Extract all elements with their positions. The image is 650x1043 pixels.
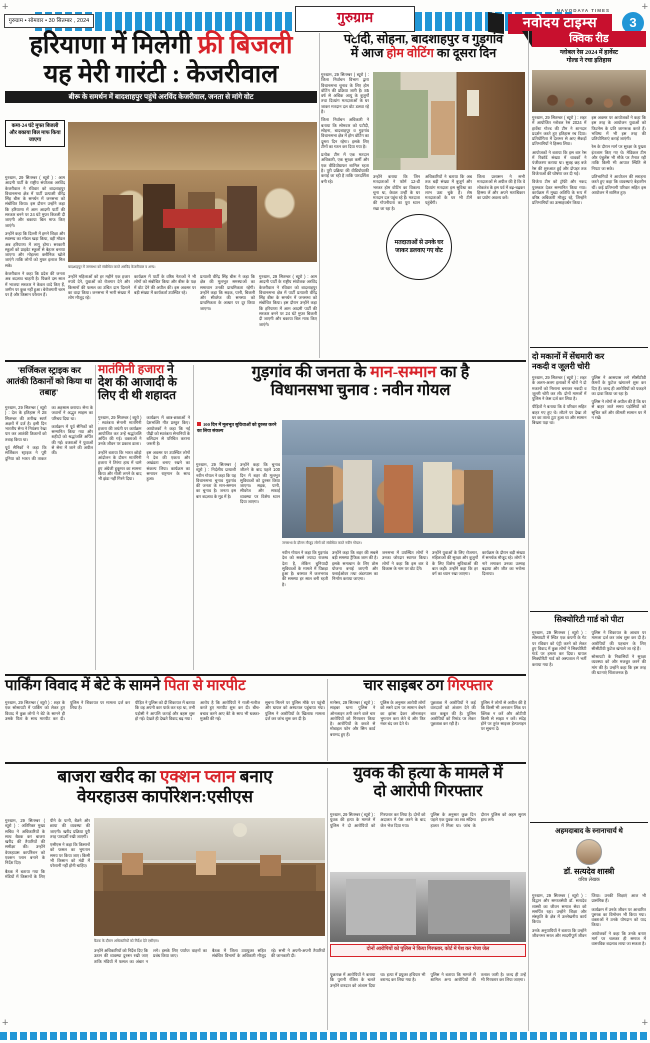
paragraph: प्रतिभागियों ने आयोजन की सराहना करते हुए कहा कि व्यवस्थाएं बेहतरीन थीं। कई प्रतिभागी परिवार सहित इस आयोजन में शामिल हुए।	[591, 173, 646, 195]
lead-body-col5	[259, 274, 317, 354]
matangini-headline-red: मातंगिनी हजारा	[98, 362, 165, 376]
paragraph: उन्होंने कहा कि शहर की सबसे बड़ी समस्या ट्रैफिक जाम की है। इसके समाधान के लिए ठोस योजना बनाई जाएगी और फ्लाईओवर तथा अंडरपास का निर्माण कराया जाएगा।	[332, 550, 378, 582]
bajra-body-left	[5, 818, 90, 1028]
lead-story	[5, 33, 317, 103]
paragraph: पूर्व सैनिकों ने कहा कि सर्जिकल स्ट्राइक ने पूरी दुनिया को भारत की ताकत का अहसास कराया। सेना के जवानों ने अद्भुत साहस का परिचय दिया था।	[5, 405, 93, 461]
paragraph: पुलिस ने आसपास लगे सीसीटीवी कैमरों के फुटेज खंगालने शुरू कर दिए हैं। जल्द ही आरोपियों को पकड़ने का दावा किया जा रहा है।	[591, 375, 646, 396]
cyber-headline-text-a: चार साइबर ठग	[363, 678, 448, 694]
paragraph: बैठक में बताया गया कि मंडियों में किसानों के लिए पीने के पानी, बैठने और छाया की व्यवस्था की जाएगी। खरीद प्रक्रिया पूरी तरह पारदर्शी रखी जाएगी।	[5, 818, 90, 879]
paragraph: कार्यक्रम में छात्र-छात्राओं ने देशभक्ति गीत प्रस्तुत किए। आयोजकों ने कहा कि नई पीढ़ी को स्वतंत्रता सेनानियों के बलिदान से परिचित कराना जरूरी है।	[146, 415, 190, 447]
paragraph: गुरुग्राम, 29 सितम्बर ( ब्यूरो ) : जिला निर्वाचन विभाग द्वारा विधानसभा चुनाव के लिए होम वोटिंग की प्रक्रिया जारी है। 85 वर्ष से अधिक आयु के बुजुर्गों तथा दिव्यांग मतदाताओं के घर जाकर मतदान दल वोट डलवा रहे हैं।	[321, 72, 369, 115]
paragraph: नवीन गोयल ने कहा कि गुड़गांव देश को सबसे ज्यादा राजस्व देता है, लेकिन बुनियादी सुविधाओं के मामले में पिछड़ा हुआ है। बरसात में जलभराव की समस्या हर साल बनी रहती है।	[282, 550, 328, 587]
naveen-headline-text-b: का है	[436, 364, 470, 381]
center-circle-callout: मतदाताओं से उनके घर जाकर डलवाए गए वोट	[386, 214, 452, 280]
paragraph: कार्यक्रम के दौरान बड़ी संख्या में समर्थक मौजूद रहे। लोगों ने नारे लगाकर उनका उत्साह बढ़ाया और जीत का भरोसा दिलाया।	[482, 550, 525, 577]
paragraph: केजरीवाल ने कहा कि प्रदेश की जनता अब बदलाव चाहती है। पिछले दस साल में भाजपा सरकार ने केवल वादे किए हैं, जमीन पर कुछ नहीं हुआ। बेरोजगारी चरम पर है और किसान परेशान हैं।	[5, 271, 65, 298]
lead-body-col4	[200, 274, 255, 354]
author-name: डॉ. सत्यदेव शास्त्री	[563, 866, 615, 876]
paragraph: पुलिस के अनुसार आरोपी लोगों को सस्ते दाम पर सामान बेचने का झांसा देकर ऑनलाइन भुगतान करा लेते थे और फिर नंबर बंद कर देते थे।	[380, 700, 426, 727]
parking-headline-text-a: पार्किंग विवाद में बेटे के सामने	[5, 678, 165, 694]
paragraph: विजेता टीम को ट्रॉफी और नकद पुरस्कार देकर सम्मानित किया गया। कार्यक्रम में मुख्य अतिथि के रूप में वरिष्ठ अधिकारी मौजूद रहे, जिन्होंने प्रतिभागियों का उत्साहवर्धन किया।	[532, 179, 587, 206]
paragraph: पुलिस ने लोगों से अपील की है कि घर से बाहर जाते समय पड़ोसियों को सूचित करें और कीमती सामान घर में न रखें।	[591, 399, 646, 421]
paragraph: आयोजकों ने बताया कि इस बार रेस में रिकॉर्ड संख्या में धावकों ने पंजीकरण कराया था। सुबह छह बजे रेस की शुरुआत हुई और दोपहर तक विजेताओं की घोषणा कर दी गई।	[532, 149, 587, 176]
naveen-headline-line2: विधानसभा चुनाव : नवीन गोयल	[270, 381, 451, 399]
society-body	[532, 630, 646, 818]
naveen-photo	[282, 420, 525, 538]
paragraph: प्रत्येक टीम में एक मतदान अधिकारी, एक सुरक्षा कर्मी और एक वीडियोग्राफर शामिल रहता है। पूरी प्रक्रिया की वीडियोग्राफी कराई जा रही है ताकि पारदर्शिता बनी रहे।	[321, 152, 369, 184]
paragraph: पुलिस के अनुसार कुछ दिन पहले एक युवक का शव संदिग्ध हालत में मिला था। जांच के दौरान पुलिस को अहम सुराग हाथ लगे।	[430, 812, 526, 828]
center-body-col1	[321, 72, 369, 357]
paragraph: रेस के दौरान मार्ग पर सुरक्षा के पुख्ता इंतजाम किए गए थे। मेडिकल टीम और एंबुलेंस भी मौके पर तैनात रही ताकि किसी भी आपात स्थिति से निपटा जा सके।	[591, 144, 646, 171]
column-divider	[528, 31, 529, 1031]
column-divider	[327, 768, 328, 1030]
paragraph: प्रत्याशी वीरेंद्र सिंह बीरू ने कहा कि क्षेत्र की मूलभूत समस्याओं का समाधान उनकी प्राथमिकता रहेगी। उन्होंने कहा कि सड़क, पानी, बिजली और सीवरेज की समस्या को प्राथमिकता के आधार पर दूर किया जाएगा।	[200, 274, 255, 311]
murder-alert-box: दोनों आरोपियों को पुलिस ने किया गिरफ्तार, कोर्ट में पेश कर भेजा जेल	[330, 944, 526, 957]
bajra-photo	[94, 818, 325, 936]
paragraph: उन्होंने युवाओं के लिए रोजगार, महिलाओं की सुरक्षा और बुजुर्गों के लिए विशेष सुविधाओं की बात कही। उन्होंने कहा कि हर वर्ग का ध्यान रखा जाएगा।	[432, 550, 478, 577]
paragraph: गुरुग्राम, 29 सितम्बर ( ब्यूरो ) : आम आदमी पार्टी के राष्ट्रीय संयोजक अरविंद केजरीवाल ने रविवार को बादशाहपुर विधानसभा क्षेत्र में पार्टी प्रत्याशी वीरेंद्र सिंह बीरू के समर्थन में जनसभा को संबोधित किया। इस दौरान उन्होंने कहा कि हरियाणा में आम आदमी पार्टी की सरकार बनने पर 24 घंटे मुफ्त बिजली दी जाएगी और बकाया बिल माफ किए जाएंगे।	[259, 274, 317, 327]
quick-read-subhead-line2: गोल्ड ने रचा इतिहास	[566, 56, 612, 64]
column-divider	[327, 679, 328, 761]
paragraph: इस अवसर पर उपस्थित लोगों ने देश की एकता और अखंडता बनाए रखने का संकल्प लिया। कार्यक्रम का समापन राष्ट्रगान के साथ हुआ।	[146, 449, 190, 482]
paragraph: एसीएस ने कहा कि किसानों को फसल का भुगतान समय पर किया जाए। किसी भी किसान को मंडी में परेशानी नहीं होनी चाहिए।	[50, 842, 90, 869]
book-icon	[488, 12, 504, 34]
paragraph: उन्होंने कहा कि चुनाव जीतने के बाद पहले 100 दिन में शहर की मूलभूत सुविधाओं को दुरुस्त किया जाएगा। सड़क, पानी, सीवरेज और सफाई व्यवस्था पर विशेष ध्यान दिया जाएगा।	[240, 462, 280, 505]
paragraph: सूचना मिलने पर पुलिस मौके पर पहुंची और घायल को अस्पताल पहुंचाया गया। पुलिस ने आरोपियों के खिलाफ मामला दर्ज कर जांच शुरू कर दी है।	[265, 700, 325, 721]
lead-headline-text-red: फ्री बिजली	[197, 32, 293, 59]
paragraph: जनसभा में उपस्थित लोगों ने उनका जोरदार स्वागत किया। लोगों ने कहा कि इस बार वे विकास के नाम पर वोट देंगे।	[382, 550, 428, 571]
paragraph: कार्यक्रम में पूर्व सैनिकों को सम्मानित किया गया और शहीदों को श्रद्धांजलि अर्पित की गई। वक्ताओं ने युवाओं से सेना में जाने की अपील की।	[51, 423, 93, 456]
paragraph: सोसायटी के निवासियों ने सुरक्षा व्यवस्था को और मजबूत करने की मांग की है। उन्होंने कहा कि इस तरह की घटनाएं चिंताजनक हैं।	[591, 654, 646, 676]
quick-read-header: क्विक रीड	[532, 31, 646, 47]
paragraph: गुरुग्राम, 29 सितम्बर ( ब्यूरो ) : निर्दलीय प्रत्याशी नवीन गोयल ने कहा कि यह विधानसभा चुनाव गुड़गांव की जनता के मान-सम्मान का चुनाव है। जनता इस बार बदलाव के मूड में है।	[196, 462, 236, 499]
lead-body-col2	[68, 274, 130, 354]
paragraph: उनके अनुयायियों ने बताया कि उन्होंने जीवनभर सरल और सादगीपूर्ण जीवन जिया। उनकी शिक्षाएं आज भी प्रासंगिक हैं।	[532, 893, 646, 939]
bajra-headline-text-b: बनाए	[235, 767, 273, 786]
naveen-bullet-text: 100 दिन में मूलभूत सुविधाओं को दुरुस्त करने का लिया संकल्प	[197, 422, 277, 433]
lead-photo	[68, 122, 317, 262]
paragraph: गुरुग्राम, 29 सितम्बर ( ब्यूरो ) : शहर के अलग-अलग इलाकों में चोरों ने दो मकानों को निशाना बनाकर नकदी व जूलरी चोरी कर ली। दोनों मामलों में पुलिस ने केस दर्ज कर लिया है।	[532, 375, 587, 402]
bajra-headline-text-red: एक्शन प्लान	[159, 767, 236, 786]
center-headline-text-a: में आज	[350, 46, 387, 61]
naveen-story	[196, 365, 525, 400]
paragraph: गुरुग्राम, 29 सितम्बर ( ब्यूरो ) : युवक की हत्या के मामले में पुलिस ने दो आरोपियों को गिरफ्तार कर लिया है। दोनों को अदालत में पेश करने के बाद जेल भेज दिया गया।	[330, 812, 426, 828]
naveen-body-col3	[282, 550, 328, 670]
bajra-body-bottom	[94, 948, 325, 1028]
paragraph: अधिकारियों ने बताया कि अब तक बड़ी संख्या में बुजुर्ग और दिव्यांग मतदाता इस सुविधा का लाभ उठा चुके हैं। शेष मतदाताओं के घर भी टीमें पहुंचेंगी।	[425, 174, 472, 206]
paragraph: इस अवसर पर आयोजकों ने कहा कि इस तरह के आयोजन युवाओं को फिटनेस के प्रति जागरूक करते हैं। भविष्य में भी इस तरह की प्रतियोगिताएं कराई जाएंगी।	[591, 115, 646, 142]
paragraph: उन्होंने महिलाओं को हर महीने एक हजार रुपये देने, युवाओं को रोजगार देने और किसानों की फसल का उचित दाम दिलाने का वादा किया। जनसभा में भारी संख्या में लोग मौजूद रहे।	[68, 274, 130, 301]
lead-headline-line2: यह मेरी गारंटी : केजरीवाल	[43, 60, 279, 88]
paragraph: आयोजकों ने कहा कि उनके बताए मार्ग पर चलकर ही समाज में वास्तविक बदलाव लाया जा सकता है।	[591, 930, 646, 947]
matangini-headline	[98, 363, 190, 402]
paragraph: पुलिस ने लोगों से अपील की है कि किसी भी अनजान लिंक पर क्लिक न करें और ओटीपी किसी से साझा न करें। संदेह होने पर तुरंत साइबर हेल्पलाइन पर सूचना दें।	[480, 700, 526, 732]
naveen-body-col7	[482, 550, 525, 670]
matangini-body	[98, 415, 190, 670]
paragraph: उन्होंने अधिकारियों को निर्देश दिए कि उठान की व्यवस्था दुरुस्त रखी जाए ताकि मंडियों में फसल का अंबार न लगे। इसके लिए पर्याप्त वाहनों का प्रबंध किया जाए।	[94, 948, 207, 964]
theft-headline-line1: दो मकानों में सेंधमारी कर	[532, 352, 605, 361]
avatar	[576, 839, 602, 865]
center-headline-text-b: का दूसरा दिन	[433, 46, 497, 61]
paragraph: उन्होंने कहा कि दिल्ली में हमने शिक्षा और स्वास्थ्य का मॉडल खड़ा किया, वही मॉडल अब हरियाणा में लागू होगा। सरकारी स्कूलों को प्राइवेट स्कूलों से बेहतर बनाया जाएगा और मोहल्ला क्लीनिक खोले जाएंगे ताकि लोगों को मुफ्त इलाज मिल सके।	[5, 230, 65, 268]
naveen-body-col5	[382, 550, 428, 670]
paragraph: जिला प्रशासन ने सभी मतदाताओं से अपील की है कि वे लोकतंत्र के इस पर्व में बढ़-चढ़कर हिस्सा लें और अपने मताधिकार का प्रयोग अवश्य करें।	[477, 174, 525, 201]
parking-story	[5, 679, 325, 695]
society-story	[532, 615, 646, 625]
edition-flag: गुरुग्राम	[295, 6, 415, 32]
column-divider	[95, 365, 96, 670]
column-divider	[319, 33, 320, 358]
paragraph: गुरुग्राम, 29 सितम्बर ( ब्यूरो ) : स्वतंत्रता सेनानी मातंगिनी हजारा की जयंती पर कार्यक्रम आयोजित कर उन्हें श्रद्धांजलि अर्पित की गई। वक्ताओं ने उनके जीवन पर प्रकाश डाला।	[98, 415, 142, 447]
divider	[5, 762, 526, 764]
paragraph: गुरुग्राम, 29 सितम्बर ( ब्यूरो ) : देश के इतिहास में 28 सितम्बर की तारीख स्वर्ण अक्षरों में दर्ज है। इसी दिन भारतीय सेना ने नियंत्रण रेखा पार कर आतंकी ठिकानों को तबाह किया था।	[5, 405, 47, 442]
center-photo	[373, 72, 525, 170]
paragraph: पीड़ितों ने बताया कि वे परिवार सहित बाहर गए हुए थे। लौटने पर देखा तो घर का ताला टूटा हुआ था और सामान बिखरा पड़ा था।	[532, 404, 587, 426]
author-role: वरिष्ठ लेखक	[578, 876, 600, 883]
paragraph: बैठक में जिला उपायुक्त सहित संबंधित विभागों के अधिकारी मौजूद रहे। सभी ने अपनी-अपनी तैयारियों की जानकारी दी।	[212, 948, 325, 959]
center-headline-line1: पटौदी, सोहना, बादशाहपुर व गुड़गांव	[343, 32, 504, 46]
center-headline-line2	[321, 47, 526, 60]
theft-headline-line2: नकदी व जूलरी चोरी	[532, 361, 590, 371]
naveen-headline-text-red: मान-सम्मान	[370, 364, 437, 381]
author-headline: अहमदाबाद के स्नानाचार्य थे	[555, 827, 623, 835]
lead-photo-caption: बादशाहपुर में जनसभा को संबोधित करते अरविंद केजरीवाल व अन्य।	[68, 265, 156, 269]
paragraph: पूछताछ में आरोपियों ने बताया कि पुरानी रंजिश के चलते उन्होंने वारदात को अंजाम दिया था। हत्या में प्रयुक्त हथियार भी बरामद कर लिया गया है।	[330, 972, 426, 988]
matangini-story	[98, 363, 190, 402]
page-header-bar	[0, 10, 650, 32]
naveen-photo-caption: जनसभा के दौरान मौजूद लोगों को संबोधित करते नवीन गोयल।	[282, 541, 362, 545]
paragraph: कार्यक्रम में पार्टी के वरिष्ठ नेताओं ने भी लोगों को संबोधित किया और बीरू के पक्ष में वोट देने की अपील की। इस अवसर पर बड़ी संख्या में कार्यकर्ता उपस्थित रहे।	[134, 274, 196, 295]
cyber-story	[330, 679, 526, 695]
author-body	[532, 893, 646, 1028]
paragraph: गुरुग्राम, 29 सितम्बर ( ब्यूरो ) : शहर के एक सोसायटी में पार्किंग को लेकर हुए विवाद में कुछ लोगों ने बेटे के सामने ही उसके पिता के साथ मारपीट कर दी। पुलिस ने शिकायत पर मामला दर्ज कर लिया है।	[5, 700, 130, 721]
center-body-col4	[477, 174, 525, 357]
crop-mark-top-left: +	[2, 1, 9, 13]
paragraph: पुलिस ने शिकायत के आधार पर मामला दर्ज कर जांच शुरू कर दी है। आरोपियों की पहचान के लिए सीसीटीवी फुटेज खंगाले जा रहे हैं।	[591, 630, 646, 651]
murder-photo	[330, 872, 526, 942]
naveen-headline-line1	[196, 365, 525, 382]
center-headline-text-red: होम वोटिंग	[386, 46, 434, 61]
surgical-body	[5, 405, 93, 670]
quick-read-body	[532, 115, 646, 343]
paragraph: गुरुग्राम, 29 सितम्बर ( ब्यूरो ) : शहर में आयोजित ग्लोबल रेस 2024 में हार्वेस्ट गोल्ड की टीम ने शानदार प्रदर्शन करते हुए इतिहास रच दिया। प्रतियोगिता में देशभर से आए सैकड़ों प्रतिभागियों ने हिस्सा लिया।	[532, 115, 587, 147]
naveen-headline-text-a: गुड़गांव की जनता के	[251, 364, 371, 381]
bajra-headline-line1	[5, 768, 325, 786]
paragraph: उन्होंने बताया कि जिन मतदाताओं ने फॉर्म 12-डी भरकर होम वोटिंग का विकल्प चुना था, केवल उन्हीं के घर मतदान दल पहुंच रहे हैं। मतदाता की गोपनीयता का पूरा ध्यान रखा जा रहा है।	[373, 174, 420, 211]
divider	[5, 360, 526, 362]
lead-headline-text-a: हरियाणा में मिलेगी	[29, 32, 198, 59]
lead-highlight-text: कमा-24 घंटे मुफ्त बिजली और बकाया बिल माफ किया जाएगा	[5, 120, 65, 147]
parking-body	[5, 700, 325, 758]
crop-mark-top-right: +	[641, 1, 648, 13]
lead-highlight-box	[5, 120, 65, 147]
bajra-story	[5, 768, 325, 806]
cyber-headline	[330, 679, 526, 695]
murder-headline-line1: युवक की हत्या के मामले में	[353, 765, 503, 782]
paragraph: पुलिस ने बताया कि मामले में शामिल अन्य आरोपियों की तलाश जारी है। जल्द ही उन्हें भी गिरफ्तार कर लिया जाएगा।	[430, 972, 526, 983]
lead-body-col3	[134, 274, 196, 354]
theft-story	[532, 352, 646, 371]
paragraph: जिला निर्वाचन अधिकारी ने बताया कि सोमवार को पटौदी, सोहना, बादशाहपुर व गुड़गांव विधानसभा क्षेत्र में होम वोटिंग का दूसरा दिन रहेगा। इसके लिए टीमों का गठन कर दिया गया है।	[321, 117, 369, 149]
column-divider	[193, 365, 194, 670]
bullet-square-icon	[197, 422, 201, 426]
crop-mark-bottom-left: +	[2, 1017, 9, 1029]
naveen-body-col6	[432, 550, 478, 670]
society-headline: सिक्योरिटी गार्ड को पीटा	[554, 615, 624, 624]
murder-story	[330, 766, 526, 801]
lead-body-col1	[5, 175, 65, 353]
bajra-photo-caption: बैठक के दौरान अधिकारियों को निर्देश देते एसीएस।	[94, 939, 159, 943]
bajra-headline-line2: वेयरहाउस कार्पोरेशन:एसीएस	[76, 787, 254, 807]
lead-headline-line1	[5, 33, 317, 60]
paragraph: उन्होंने बताया कि भारत छोड़ो आंदोलन के दौरान मातंगिनी हजारा ने तिरंगा हाथ में थामे हुए अंग्रेजी हुकूमत का सामना किया और गोली लगने के बाद भी झंडा नहीं गिरने दिया।	[98, 449, 142, 482]
paragraph: पूछताछ में आरोपियों ने कई वारदातों को अंजाम देने की बात कबूल की है। पुलिस आरोपियों को रिमांड पर लेकर पूछताछ कर रही है।	[430, 700, 476, 727]
masthead-title: नवोदय टाइम्स	[508, 14, 612, 34]
crop-mark-bottom-right: +	[641, 1017, 648, 1029]
theft-body	[532, 375, 646, 607]
quick-read-section[interactable]	[532, 31, 646, 64]
murder-headline-line2: दो आरोपी गिरफ्तार	[373, 782, 483, 800]
cyber-headline-text-red: गिरफ्तार	[447, 678, 493, 694]
naveen-body-col1	[196, 462, 236, 670]
lead-subhead-ribbon: बीरू के समर्थन में बादशाहपुर पहुंचे अरविंद केजरीवाल, जनता से मांगे वोट	[5, 91, 317, 103]
parking-headline-text-red: पिता से मारपीट	[164, 678, 246, 694]
naveen-body-col4	[332, 550, 378, 670]
matangini-headline-rest: ने देश की आजादी के लिए दी थी शहादत	[98, 362, 177, 402]
paragraph: गुरुग्राम, 29 सितम्बर ( ब्यूरो ) : विद्वान और समाजसेवी डॉ. सत्यदेव शास्त्री का जीवन समाज सेवा को समर्पित रहा। उन्होंने शिक्षा और संस्कृति के क्षेत्र में उल्लेखनीय कार्य किया।	[532, 893, 587, 925]
naveen-body-col2	[240, 462, 280, 670]
paragraph: पीड़ित ने पुलिस को दी शिकायत में बताया कि वह अपनी कार पार्क कर रहा था, तभी पड़ोसी ने आपत्ति जताई और बहस शुरू हो गई। देखते ही देखते विवाद बढ़ गया।	[135, 700, 195, 721]
cyber-body	[330, 700, 526, 758]
murder-body-bottom	[330, 972, 526, 1028]
divider	[5, 674, 526, 676]
parking-headline	[5, 679, 325, 695]
quick-read-photo	[532, 70, 646, 112]
author-story	[532, 827, 646, 883]
paragraph: मानेसर, 29 सितम्बर ( ब्यूरो ) : साइबर थाना पुलिस ने ऑनलाइन ठगी करने वाले चार आरोपियों को गिरफ्तार किया है। आरोपियों के कब्जे से मोबाइल फोन और सिम कार्ड बरामद हुए हैं।	[330, 700, 376, 737]
paragraph: आरोप है कि आरोपियों ने गाली-गलौज करते हुए मारपीट शुरू कर दी। बीच-बचाव करने आए बेटे के साथ भी धक्का-मुक्की की गई।	[200, 700, 260, 721]
surgical-headline: 'सर्जिकल स्ट्राइक कर आतंकी ठिकानों को किया था तबाह'	[6, 365, 92, 397]
bajra-headline-text-a: बाजरा खरीद का	[57, 767, 160, 786]
author-box	[532, 839, 646, 883]
page-number-badge: 3	[622, 12, 644, 34]
footer-stripes	[0, 1032, 650, 1040]
paragraph: गुरुग्राम, 29 सितम्बर ( ब्यूरो ) : सोसायटी में स्थित एक कंपनी के गेट पर रविवार को एंट्री करने को लेकर हुए विवाद में कुछ लोगों ने सिक्योरिटी गार्ड पर हमला कर दिया। घायल सिक्योरिटी गार्ड को अस्पताल में भर्ती कराया गया है।	[532, 630, 587, 667]
dateline-bar: गुरुग्राम • सोमवार • 30 सितम्बर , 2024	[4, 14, 94, 28]
divider	[530, 347, 648, 348]
divider	[530, 611, 648, 612]
surgical-story	[5, 365, 93, 398]
naveen-bullet-note	[197, 422, 277, 434]
paragraph: गुरुग्राम, 29 सितम्बर ( ब्यूरो ) : आम आदमी पार्टी के राष्ट्रीय संयोजक अरविंद केजरीवाल ने रविवार को बादशाहपुर विधानसभा क्षेत्र में पार्टी प्रत्याशी वीरेंद्र सिंह बीरू के समर्थन में जनसभा को संबोधित किया। इस दौरान उन्होंने कहा कि हरियाणा में आम आदमी पार्टी की सरकार बनने पर 24 घंटे मुफ्त बिजली दी जाएगी और बकाया बिल माफ किए जाएंगे।	[5, 175, 65, 228]
quick-read-subhead-line1: ग्लोबल रेस 2024 में हार्वेस्ट	[559, 49, 619, 56]
paragraph: कार्यक्रम में उनके जीवन पर आधारित पुस्तक का विमोचन भी किया गया। वक्ताओं ने उनके योगदान को याद किया।	[591, 906, 646, 928]
paragraph: गुरुग्राम, 29 सितम्बर ( ब्यूरो ) : अतिरिक्त मुख्य सचिव ने अधिकारियों के साथ बैठक कर बाजरा खरीद की तैयारियों की समीक्षा की। उन्होंने वेयरहाउस कार्पोरेशन को एक्शन प्लान बनाने के निर्देश दिए।	[5, 818, 45, 866]
divider	[530, 822, 648, 823]
masthead-kicker: NAVODAYA TIMES	[556, 8, 610, 13]
murder-body-top	[330, 812, 526, 868]
